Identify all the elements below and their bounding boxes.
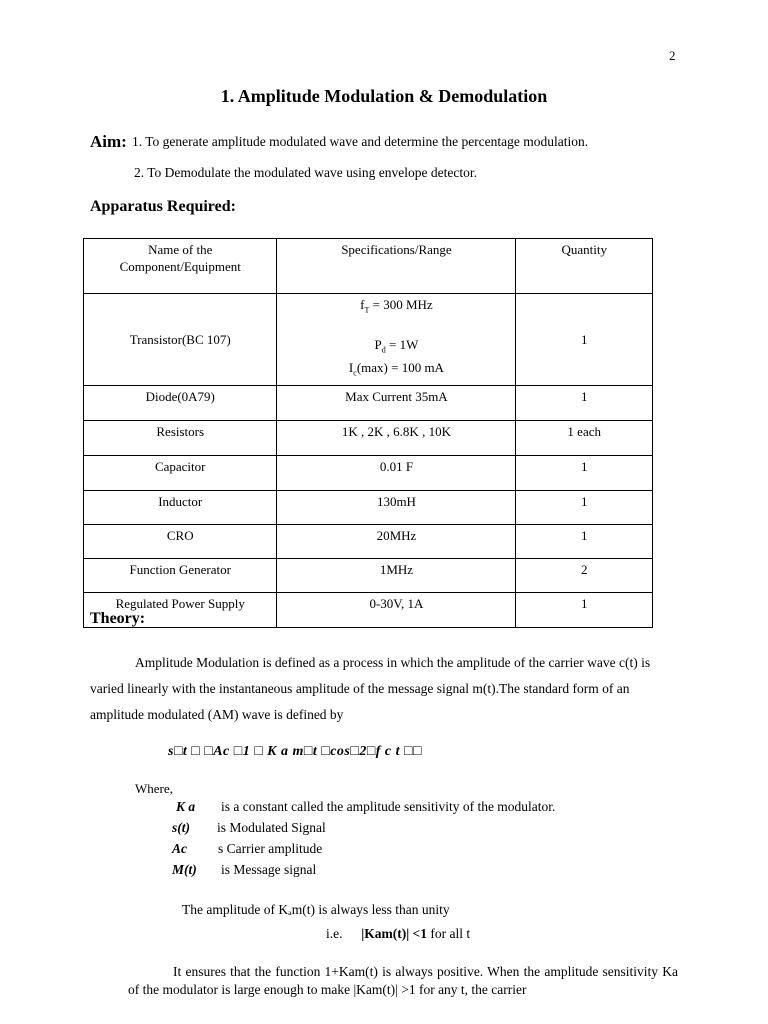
header-name: Name of the Component/Equipment [84, 239, 277, 294]
cell-spec: 1K , 2K , 6.8K , 10K [277, 420, 516, 455]
cell-name: Resistors [84, 420, 277, 455]
where-label: Where, [135, 781, 173, 796]
cell-qty: 1 [516, 490, 653, 524]
cell-name: Capacitor [84, 455, 277, 490]
symbol-mt: M(t) [172, 862, 197, 877]
table-row [84, 558, 653, 592]
ie-condition [326, 926, 470, 942]
symbol-mt-desc: is Message signal [221, 862, 317, 877]
ie-suffix: for all t [427, 926, 471, 941]
table-row [84, 592, 653, 627]
aim-item-1: 1. To generate amplitude modulated wave and determine the percentage modulation. [132, 134, 589, 149]
table-row [84, 294, 653, 386]
cell-name: CRO [84, 524, 277, 558]
cell-spec: 0.01 F [277, 455, 516, 490]
spec-ic: $I_c(\max) = 100$ mA [348, 360, 444, 378]
symbol-ac: Ac [172, 841, 187, 856]
spec-pd: $P_d = 1W$ [374, 336, 419, 355]
table-row [84, 455, 653, 490]
header-qty: Quantity [516, 239, 653, 294]
symbol-ac-desc: s Carrier amplitude [218, 841, 323, 856]
am-formula: s□t □ □Ac □1 □ K a m□t □cos□2□f c t □□ [168, 744, 422, 759]
ie-bold: |Kam(t)| <1 [361, 926, 427, 941]
table-row [84, 420, 653, 455]
table-row [84, 385, 653, 420]
page-number: 2 [669, 48, 676, 63]
cell-qty: 1 [516, 524, 653, 558]
table-row [84, 490, 653, 524]
cell-spec: 20MHz [277, 524, 516, 558]
amplitude-condition: The amplitude of Kₐm(t) is always less than unity [182, 902, 450, 917]
spec-ft: $f_T = 300$ MHz [360, 297, 433, 315]
aim-label: Aim: [90, 132, 127, 151]
theory-paragraph: Amplitude Modulation is defined as a process in which the amplitude of the carrier wave c(t) is varied linearly with the instantaneous amplitude of the message signal m(t).The standard form of an amplitude modulated (AM) wave is defined by [90, 655, 651, 722]
ie-prefix: i.e. [326, 926, 343, 941]
table-header-row [84, 239, 653, 294]
header-spec: Specifications/Range [277, 239, 516, 294]
cell-spec: Max Current 35mA [277, 385, 516, 420]
cell-name: Diode(0A79) [84, 385, 277, 420]
cell-name: Transistor(BC 107) [84, 294, 277, 386]
apparatus-table [83, 238, 653, 628]
aim-item-2: 2. To Demodulate the modulated wave using envelope detector. [134, 165, 477, 180]
cell-name: Function Generator [84, 558, 277, 592]
cell-qty: 1 [516, 294, 653, 386]
ensure-paragraph: It ensures that the function 1+Kam(t) is always positive. When the amplitude sensitivity Ka of the modulator is large enough to make |Kam(t)| >1 for any t, the carrier [128, 964, 678, 997]
theory-heading: Theory: [90, 610, 146, 627]
symbol-ka: K a [176, 799, 196, 814]
cell-spec: 0-30V, 1A [277, 592, 516, 627]
cell-qty: 1 [516, 592, 653, 627]
apparatus-heading: Apparatus Required: [90, 198, 236, 215]
table-row [84, 524, 653, 558]
cell-spec: 130mH [277, 490, 516, 524]
cell-qty: 1 each [516, 420, 653, 455]
symbol-st: s(t) [172, 820, 190, 835]
cell-qty: 2 [516, 558, 653, 592]
symbol-st-desc: is Modulated Signal [217, 820, 326, 835]
cell-qty: 1 [516, 455, 653, 490]
cell-spec: 1MHz [277, 558, 516, 592]
cell-name: Regulated Power Supply [84, 592, 277, 627]
cell-name: Inductor [84, 490, 277, 524]
symbol-ka-desc: is a constant called the amplitude sensitivity of the modulator. [221, 799, 556, 814]
cell-qty: 1 [516, 385, 653, 420]
page-title: 1. Amplitude Modulation & Demodulation [220, 86, 548, 106]
cell-spec-transistor [277, 294, 516, 386]
